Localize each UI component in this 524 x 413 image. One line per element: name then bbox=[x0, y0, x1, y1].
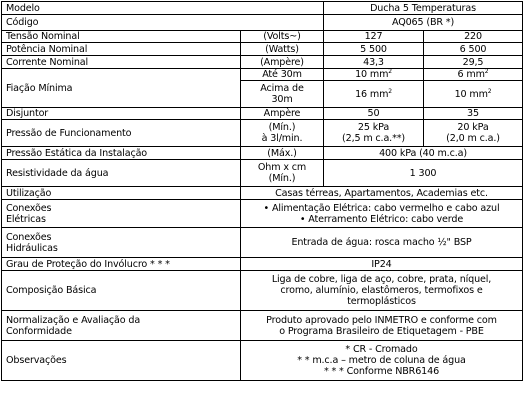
pressao-func-127: 25 kPa (2,5 m c.a.**) bbox=[324, 120, 424, 147]
fiacao-127-2 bbox=[324, 81, 424, 108]
row-observacoes bbox=[2, 341, 523, 381]
codigo-label: Código bbox=[2, 15, 324, 31]
utilizacao-value: Casas térreas, Apartamentos, Academias etc. bbox=[241, 187, 523, 200]
fiacao-cond-2: Acima de 30m bbox=[241, 81, 324, 108]
codigo-value: AQ065 (BR *) bbox=[324, 15, 523, 31]
conexoes-hidraulicas-label: Conexões Hidráulicas bbox=[2, 228, 241, 258]
grau-protecao-value: IP24 bbox=[241, 258, 523, 271]
corrente-127: 43,3 bbox=[324, 56, 424, 69]
pressao-func-label: Pressão de Funcionamento bbox=[2, 120, 241, 147]
row-conexoes-eletricas bbox=[2, 200, 523, 228]
pressao-func-220: 20 kPa (2,0 m c.a.) bbox=[424, 120, 523, 147]
fiacao-cond-1: Até 30m bbox=[241, 69, 324, 81]
tensao-unit: (Volts~) bbox=[241, 31, 324, 43]
row-grau-protecao bbox=[2, 258, 523, 271]
pressao-func-unit: (Mín.) à 3l/min. bbox=[241, 120, 324, 147]
corrente-220: 29,5 bbox=[424, 56, 523, 69]
fiacao-220-2-exp: 2 bbox=[487, 87, 492, 95]
corrente-unit: (Ampère) bbox=[241, 56, 324, 69]
potencia-label: Potência Nominal bbox=[2, 43, 241, 56]
conexoes-hidraulicas-value: Entrada de água: rosca macho ½" BSP bbox=[241, 228, 523, 258]
potencia-unit: (Watts) bbox=[241, 43, 324, 56]
row-corrente bbox=[2, 56, 523, 69]
tensao-220: 220 bbox=[424, 31, 523, 43]
fiacao-220-2 bbox=[424, 81, 523, 108]
fiacao-127-2-exp: 2 bbox=[388, 87, 392, 95]
disjuntor-label: Disjuntor bbox=[2, 108, 241, 120]
fiacao-label: Fiação Mínima bbox=[2, 69, 241, 108]
resistividade-unit: Ohm x cm (Mín.) bbox=[241, 160, 324, 187]
observacoes-value: * CR - Cromado * * m.c.a – metro de coluna de água * * * Conforme NBR6146 bbox=[241, 341, 523, 381]
tensao-label: Tensão Nominal bbox=[2, 31, 241, 43]
resistividade-label: Resistividade da água bbox=[2, 160, 241, 187]
fiacao-220-1 bbox=[424, 69, 523, 81]
disjuntor-unit: Ampère bbox=[241, 108, 324, 120]
modelo-value: Ducha 5 Temperaturas bbox=[324, 2, 523, 15]
pressao-est-value: 400 kPa (40 m.c.a) bbox=[324, 147, 523, 160]
grau-protecao-label: Grau de Proteção do Invólucro * * * bbox=[2, 258, 241, 271]
conexoes-eletricas-label: Conexões Elétricas bbox=[2, 200, 241, 228]
fiacao-127-2-value: 16 mm bbox=[355, 88, 389, 100]
row-resistividade bbox=[2, 160, 523, 187]
observacoes-label: Observações bbox=[2, 341, 241, 381]
modelo-label: Modelo bbox=[2, 2, 324, 15]
fiacao-220-1-value: 6 mm bbox=[457, 69, 485, 80]
row-modelo bbox=[2, 2, 523, 15]
row-disjuntor bbox=[2, 108, 523, 120]
composicao-value: Liga de cobre, liga de aço, cobre, prata, níquel, cromo, alumínio, elastômeros, termofixos e termoplásticos bbox=[241, 271, 523, 311]
disjuntor-220: 35 bbox=[424, 108, 523, 120]
row-pressao-funcionamento bbox=[2, 120, 523, 147]
pressao-est-label: Pressão Estática da Instalação bbox=[2, 147, 241, 160]
composicao-label: Composição Básica bbox=[2, 271, 241, 311]
fiacao-127-1 bbox=[324, 69, 424, 81]
row-codigo bbox=[2, 15, 523, 31]
normalizacao-label: Normalização e Avaliação da Conformidade bbox=[2, 311, 241, 341]
tensao-127: 127 bbox=[324, 31, 424, 43]
potencia-127: 5 500 bbox=[324, 43, 424, 56]
potencia-220: 6 500 bbox=[424, 43, 523, 56]
normalizacao-value: Produto aprovado pelo INMETRO e conforme com o Programa Brasileiro de Etiquetagem - PBE bbox=[241, 311, 523, 341]
disjuntor-127: 50 bbox=[324, 108, 424, 120]
row-utilizacao bbox=[2, 187, 523, 200]
row-composicao bbox=[2, 271, 523, 311]
utilizacao-label: Utilização bbox=[2, 187, 241, 200]
corrente-label: Corrente Nominal bbox=[2, 56, 241, 69]
row-normalizacao bbox=[2, 311, 523, 341]
pressao-est-unit: (Máx.) bbox=[241, 147, 324, 160]
conexoes-eletricas-value: • Alimentação Elétrica: cabo vermelho e cabo azul • Aterramento Elétrico: cabo verde bbox=[241, 200, 523, 228]
fiacao-127-1-value: 10 mm bbox=[355, 69, 389, 80]
row-fiacao-1 bbox=[2, 69, 523, 81]
row-potencia bbox=[2, 43, 523, 56]
row-tensao bbox=[2, 31, 523, 43]
specifications-table bbox=[1, 1, 523, 381]
fiacao-220-1-exp: 2 bbox=[484, 68, 489, 75]
row-pressao-estatica bbox=[2, 147, 523, 160]
fiacao-220-2-value: 10 mm bbox=[454, 88, 488, 100]
resistividade-value: 1 300 bbox=[324, 160, 523, 187]
fiacao-127-1-exp: 2 bbox=[388, 68, 392, 75]
row-conexoes-hidraulicas bbox=[2, 228, 523, 258]
